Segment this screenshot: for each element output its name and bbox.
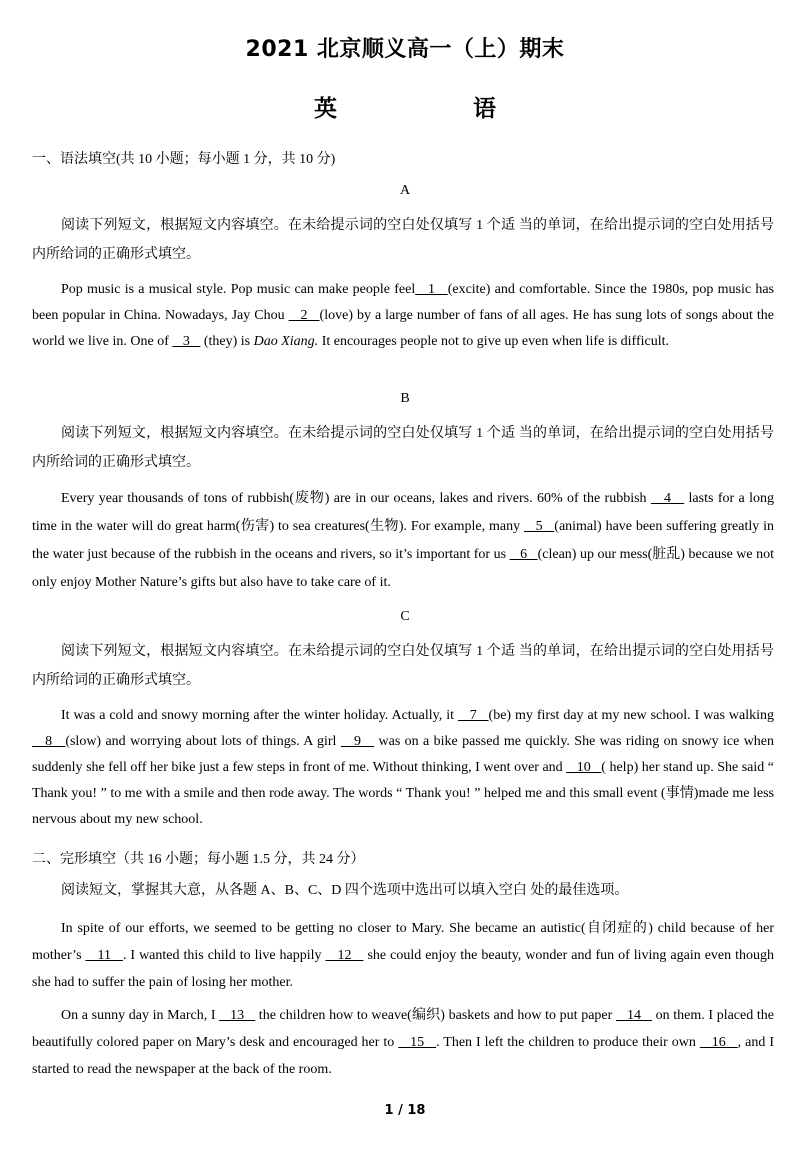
passage-text: Every year thousands of tons of rubbish(废物) are in our oceans, lakes and rivers. 60% of the rubbish [61,491,651,506]
passage-c [32,703,774,833]
passage-a [32,277,774,355]
passage-text: On a sunny day in March, I [61,1008,220,1023]
page-number: 1 / 18 [384,1103,426,1118]
passage-text: It encourages people not to give up even when life is difficult. [318,334,669,349]
passage-text: (clean) up our mess(脏乱) because we not only enjoy Mother Nature’s gifts but also have to take care of it. [32,547,775,590]
passage-text: . Then I left the children to produce their own [436,1035,700,1050]
blank-13: 13 [219,1008,256,1023]
part-a-instructions: 阅读下列短文，根据短文内容填空。在未给提示词的空白处仅填写 1 个适 当的单词，在给出提示词的空白处用括号内所给词的正确形式填空。 [32,218,774,262]
part-a-label: A [399,183,411,198]
blank-9: 9 [340,734,375,749]
passage-text: she could enjoy the beauty, wonder and fun of living again even though she had to suffer the pain of losing her mother. [32,948,775,990]
blank-1: 1 [415,282,448,297]
blank-4: 4 [650,491,685,506]
passage-text: (they) is [200,334,254,349]
subject-title: 英 语 [314,96,526,122]
blank-7: 7 [457,708,489,723]
passage-text: In spite of our efforts, we seemed to be getting no closer to Mary. She became an autistic(自闭症的) child because of her mother’s [32,921,774,963]
blank-11: 11 [85,948,123,963]
passage-text: (excite) and comfortable. Since the 1980s, pop music has been popular in China. Nowadays, Jay Chou [32,282,774,323]
passage-d-paragraph-1 [32,915,774,996]
blank-16: 16 [699,1035,738,1050]
section2-instructions: 阅读短文，掌握其大意，从各题 A、B、C、D 四个选项中选出可以填入空白 处的最佳选项。 [61,883,629,898]
passage-text: the children how to weave(编织) baskets and how to put paper [255,1008,616,1023]
blank-8: 8 [32,734,66,749]
blank-2: 2 [288,308,320,323]
passage-text: was on a bike passed me quickly. She was riding on snowy ice when suddenly she fell off her bike just a few steps in front of me. Without thinking, I went over and [32,734,775,775]
part-c-instructions: 阅读下列短文，根据短文内容填空。在未给提示词的空白处仅填写 1 个适 当的单词，在给出提示词的空白处用括号内所给词的正确形式填空。 [32,644,774,688]
passage-text: (love) by a large number of fans of all ages. He has sung lots of songs about the world we live in. One of [32,308,775,349]
passage-text: (be) my first day at my new school. I was walking [488,708,775,723]
document-title: 2021 北京顺义高一（上）期末 [245,37,565,62]
passage-b [32,485,774,597]
section1-heading: 一、语法填空(共 10 小题；每小题 1 分，共 10 分) [32,152,336,167]
blank-10: 10 [566,760,602,775]
part-b-instructions: 阅读下列短文，根据短文内容填空。在未给提示词的空白处仅填写 1 个适 当的单词，在给出提示词的空白处用括号内所给词的正确形式填空。 [32,426,774,470]
passage-text: lasts for a long time in the water will do great harm(伤害) to sea creatures(生物). For example, many [32,491,774,534]
passage-text: Pop music is a musical style. Pop music can make people feel [61,282,416,297]
passage-text: Dao Xiang. [253,334,319,349]
part-b-label: B [400,391,410,406]
passage-text: . I wanted this child to live happily [122,948,326,963]
passage-text: It was a cold and snowy morning after the winter holiday. Actually, it [61,708,458,723]
passage-text: , and I started to read the newspaper at the back of the room. [32,1035,774,1077]
section2-heading: 二、完形填空（共 16 小题；每小题 1.5 分，共 24 分） [32,852,365,867]
passage-d-paragraph-2 [32,1002,774,1083]
passage-text: on them. I placed the beautifully colored paper on Mary’s desk and encouraged her to [32,1008,775,1050]
passage-text: (slow) and worrying about lots of things. A girl [65,734,341,749]
blank-14: 14 [615,1008,652,1023]
blank-3: 3 [172,334,201,349]
blank-15: 15 [398,1035,437,1050]
passage-text: (animal) have been suffering greatly in the water just because of the rubbish in the oceans and rivers, so it’s important for us [32,519,774,562]
blank-5: 5 [524,519,555,534]
blank-12: 12 [325,948,364,963]
blank-6: 6 [509,547,538,562]
passage-text: ( help) her stand up. She said “ Thank you! ” to me with a smile and then rode away. The words “ Thank you! ” helped me and this small event (事情)made me less nervous about my new school. [32,760,775,827]
part-c-label: C [400,609,410,624]
